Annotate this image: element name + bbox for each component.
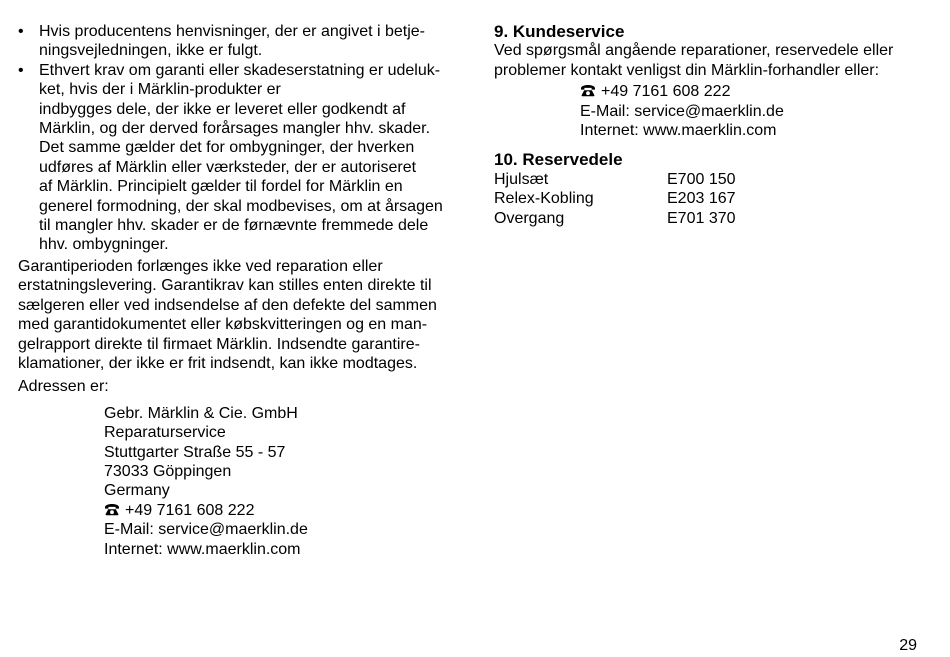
phone-number: +49 7161 608 222 — [125, 501, 255, 519]
text-line: indbygges dele, der ikke er leveret eller godkendt af — [39, 100, 406, 118]
bullet-text — [39, 22, 450, 61]
part-name: Overgang — [494, 209, 565, 227]
text-line: problemer kontakt venligst din Märklin-forhandler eller: — [494, 61, 880, 79]
contact-phone — [580, 82, 924, 101]
address-country: Germany — [104, 482, 170, 500]
bullet-text — [39, 61, 450, 255]
table-row — [494, 189, 736, 208]
text-line: hhv. ombygninger. — [39, 236, 169, 254]
text-line: med garantidokumentet eller købskvitteringen og en man- — [18, 316, 428, 334]
phone-number: +49 7161 608 222 — [601, 83, 731, 101]
contact-email: E-Mail: service@maerklin.de — [580, 102, 784, 120]
address-internet: Internet: www.maerklin.com — [104, 540, 301, 558]
part-name: Hjulsæt — [494, 170, 549, 188]
section-heading-spare-parts: 10. Reservedele — [494, 150, 623, 170]
part-name: Relex-Kobling — [494, 190, 594, 208]
text-line: udføres af Märklin eller værksteder, der er autoriseret — [39, 158, 417, 176]
spare-parts-table — [494, 170, 736, 228]
part-code: E203 167 — [667, 190, 736, 208]
address-department: Reparaturservice — [104, 424, 226, 442]
text-line: sælgeren eller ved indsendelse af den defekte del sammen — [18, 296, 437, 314]
text-line: erstatningslevering. Garantikrav kan stilles enten direkte til — [18, 277, 432, 295]
text-line: Hvis producentens henvisninger, der er angivet i betje- — [39, 23, 425, 40]
telephone-icon — [580, 84, 596, 97]
section-heading-customer-service: 9. Kundeservice — [494, 22, 625, 41]
text-line: til mangler hhv. skader er de førnævnte fremmede dele — [39, 217, 429, 235]
text-line: ket, hvis der i Märklin-produkter er — [39, 81, 281, 99]
text-line: klamationer, der ikke er frit indsendt, kan ikke modtages. — [18, 354, 418, 372]
table-row — [494, 209, 736, 228]
text-line: Garantiperioden forlænges ikke ved reparation eller — [18, 257, 383, 275]
address-phone — [104, 501, 450, 520]
text-line: ningsvejledningen, ikke er fulgt. — [39, 42, 263, 60]
text-line: gelrapport direkte til firmaet Märklin. Indsendte garantire- — [18, 335, 420, 353]
part-code: E700 150 — [667, 170, 736, 188]
part-code: E701 370 — [667, 209, 736, 227]
text-line: Det samme gælder det for ombygninger, der hverken — [39, 139, 415, 157]
warranty-exclusions-list — [18, 22, 450, 255]
bullet-marker: • — [18, 61, 24, 79]
address-email: E-Mail: service@maerklin.de — [104, 521, 308, 539]
repair-address-block — [18, 404, 450, 559]
list-item — [18, 22, 450, 61]
telephone-icon — [104, 503, 120, 516]
text-line: Märklin, og der derved forårsages mangler hhv. skader. — [39, 120, 431, 138]
text-line: Ved spørgsmål angående reparationer, reservedele eller — [494, 42, 894, 60]
warranty-paragraph — [18, 257, 450, 373]
right-column — [494, 22, 924, 228]
customer-service-contact — [494, 82, 924, 140]
text-line: Ethvert krav om garanti eller skadeserstatning er udeluk- — [39, 61, 441, 79]
contact-internet: Internet: www.maerklin.com — [580, 122, 777, 140]
address-intro: Adressen er: — [18, 378, 109, 396]
address-city: 73033 Göppingen — [104, 462, 232, 480]
address-company: Gebr. Märklin & Cie. GmbH — [104, 404, 298, 422]
text-line: af Märklin. Principielt gælder til fordel for Märklin en — [39, 178, 403, 196]
left-column — [18, 22, 450, 559]
bullet-marker: • — [18, 23, 24, 40]
customer-service-text — [494, 41, 924, 80]
page-number: 29 — [899, 637, 917, 654]
text-line: generel formodning, der skal modbevises, om at årsagen — [39, 197, 443, 215]
table-row — [494, 170, 736, 189]
address-street: Stuttgarter Straße 55 - 57 — [104, 443, 286, 461]
list-item — [18, 61, 450, 255]
